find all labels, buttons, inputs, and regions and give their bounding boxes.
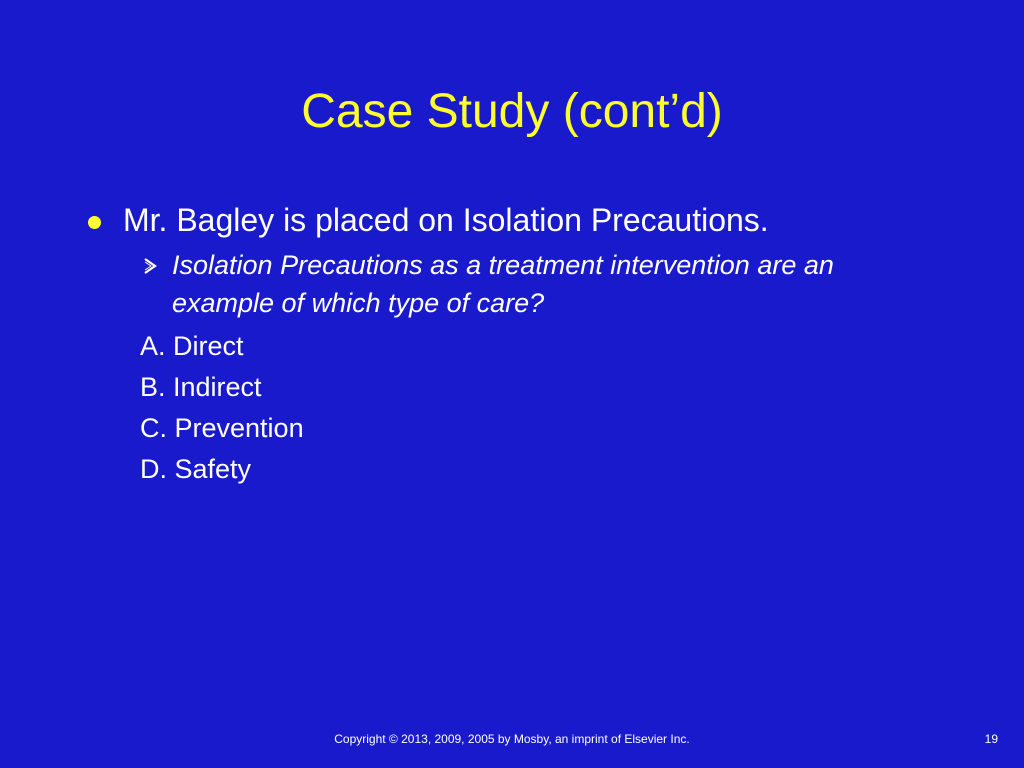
- copyright-footer: Copyright © 2013, 2009, 2005 by Mosby, an imprint of Elsevier Inc.: [334, 732, 690, 746]
- option-c: C. Prevention: [140, 413, 304, 443]
- question-text: Isolation Precautions as a treatment intervention are an example of which type of care?: [172, 250, 834, 318]
- option-d: D. Safety: [140, 454, 252, 484]
- main-bullet-text: Mr. Bagley is placed on Isolation Precautions.: [123, 202, 769, 238]
- answer-options: [140, 326, 304, 490]
- sub-bullet: [140, 246, 932, 322]
- page-number: 19: [984, 732, 998, 746]
- slide-title: Case Study (cont’d): [301, 85, 723, 138]
- main-bullet: [88, 198, 769, 242]
- arrow-right-icon: [140, 256, 160, 276]
- option-b: B. Indirect: [140, 372, 262, 402]
- bullet-dot-icon: [88, 216, 101, 229]
- option-a: A. Direct: [140, 331, 244, 361]
